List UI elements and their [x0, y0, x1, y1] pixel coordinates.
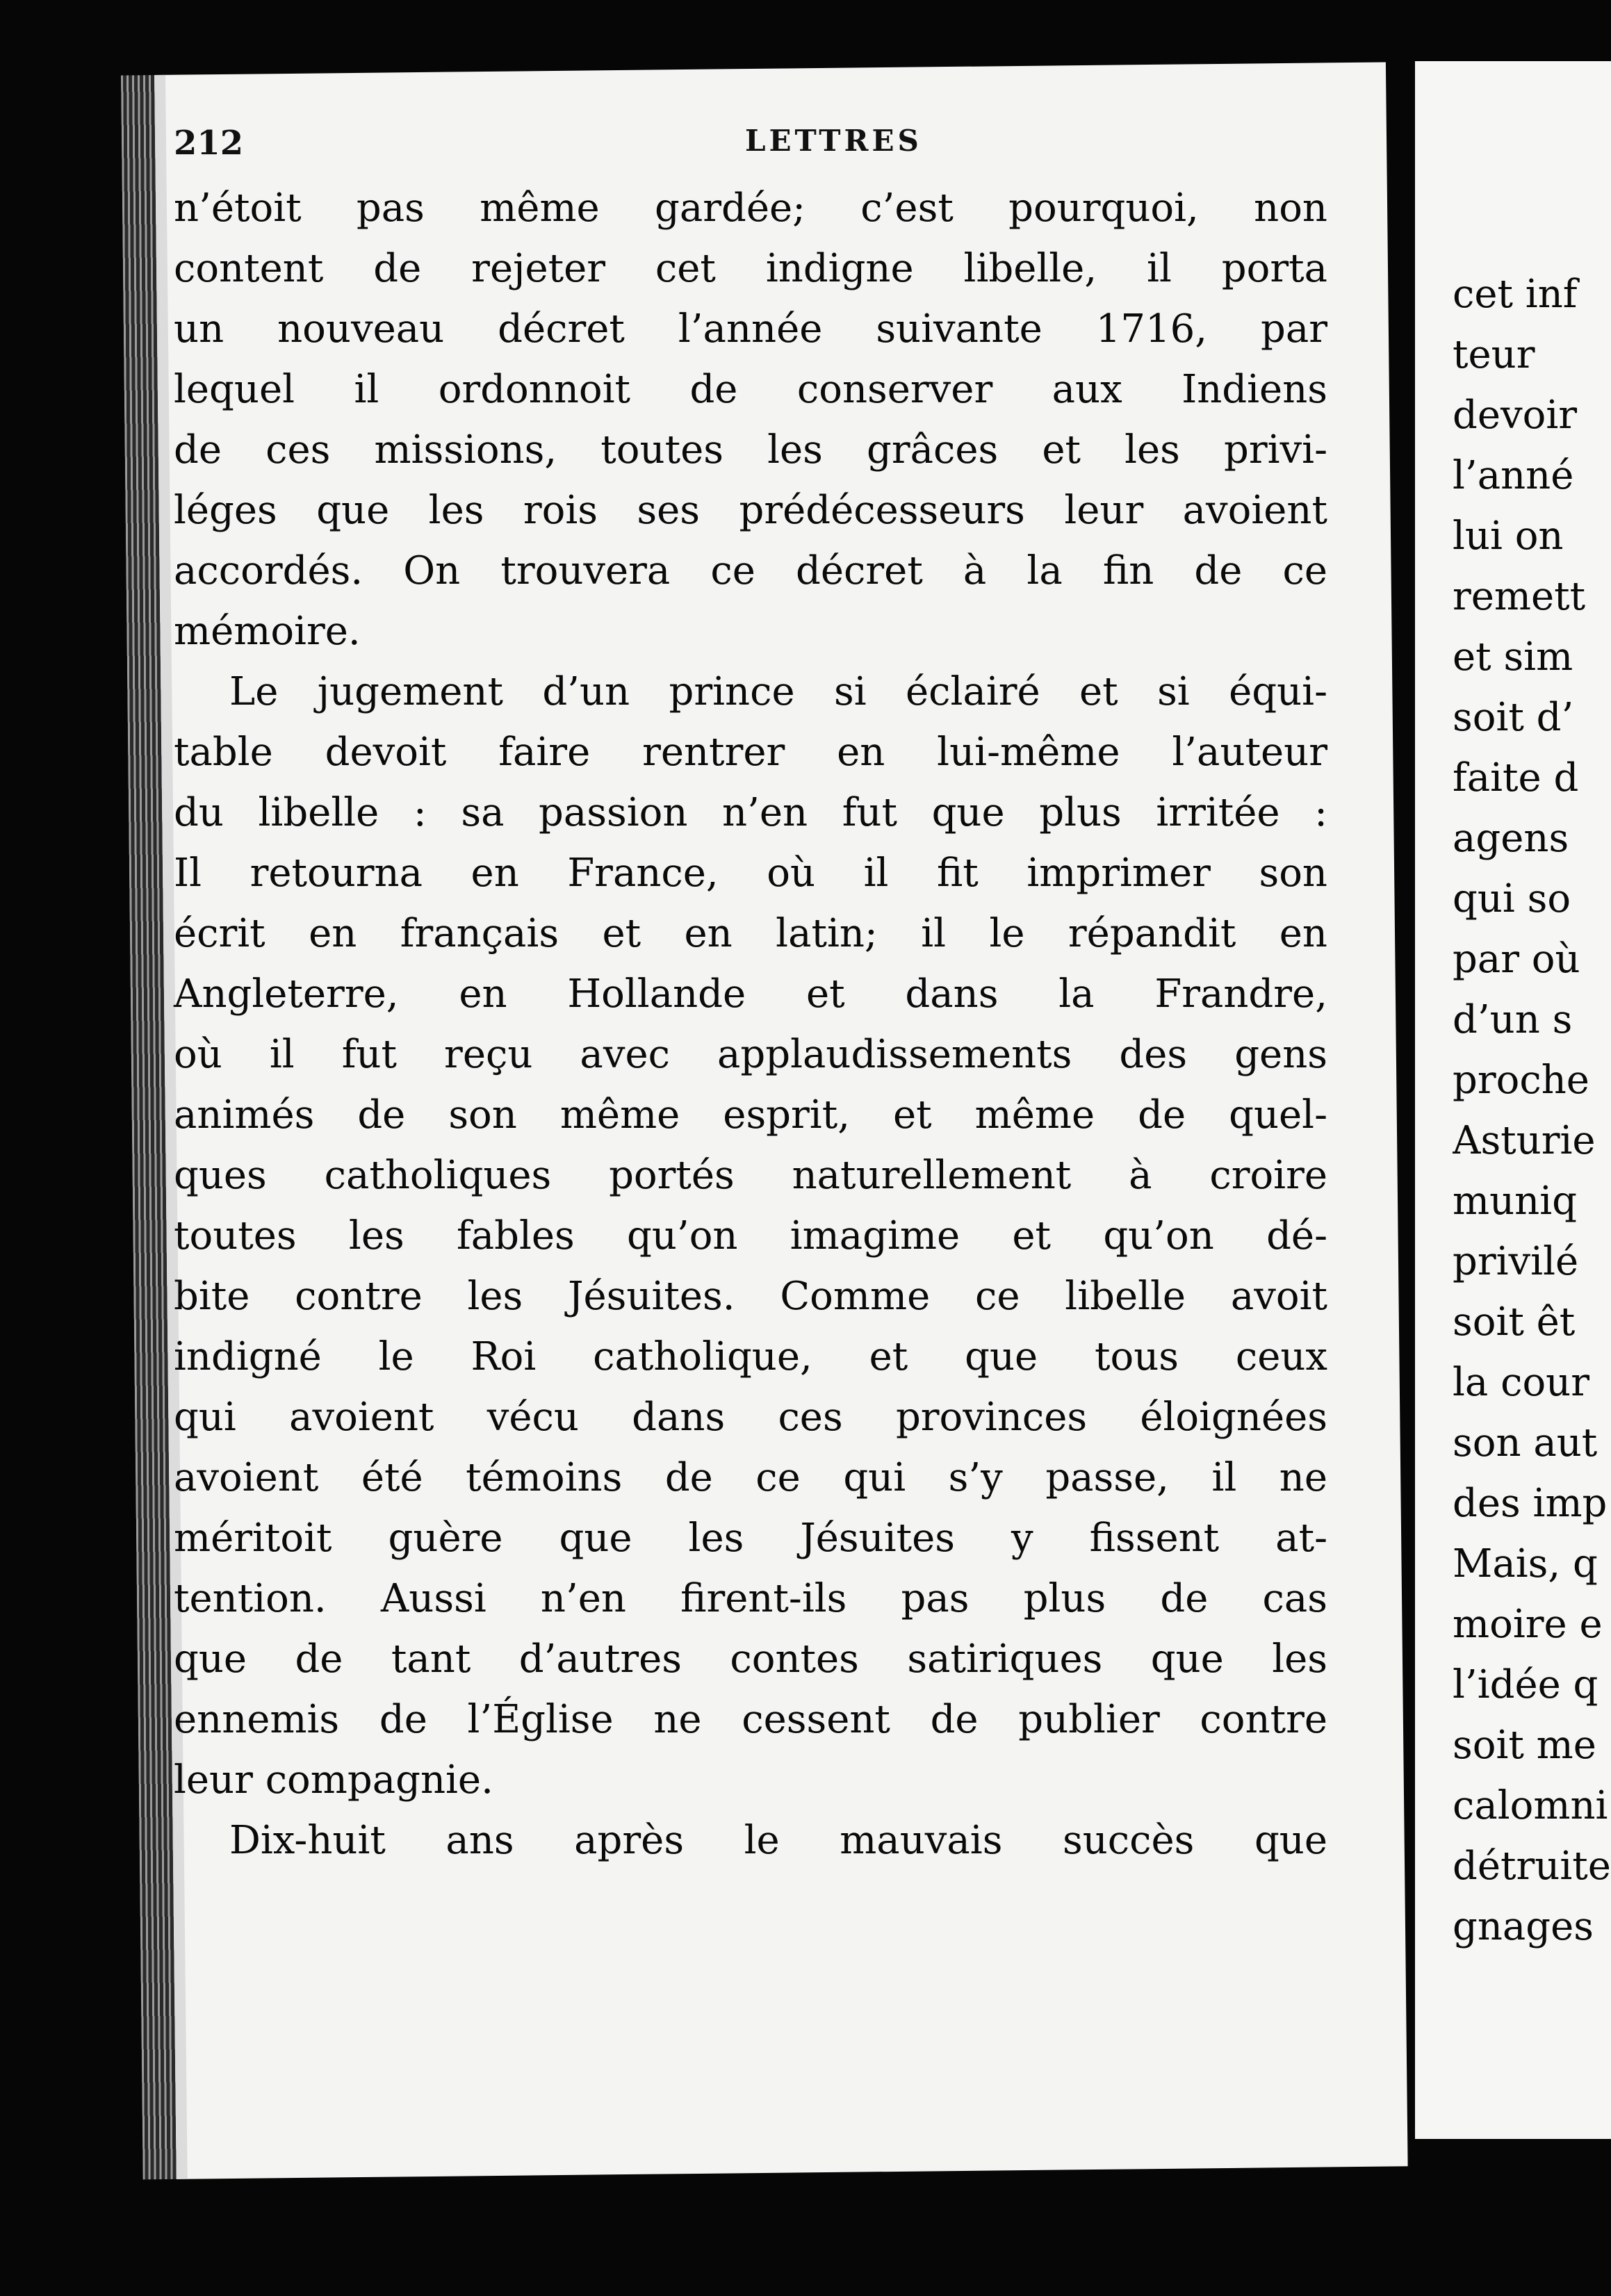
text-line: l’anné: [1453, 453, 1574, 498]
text-line: d’un s: [1453, 997, 1573, 1042]
text-line: Dix-huit ans après le mauvais succès que: [229, 1818, 1327, 1863]
text-line: qui so: [1453, 876, 1571, 921]
text-line: leur compagnie.: [174, 1757, 493, 1803]
text-line: calomni: [1453, 1783, 1608, 1828]
text-line: tention. Aussi n’en firent-ils pas plus de cas: [174, 1576, 1327, 1621]
text-line: Il retourna en France, où il fit imprimer son: [174, 851, 1327, 896]
text-line: Le jugement d’un prince si éclairé et si équi-: [229, 669, 1327, 714]
text-line: léges que les rois ses prédécesseurs leur avoient: [174, 488, 1327, 533]
text-line: mémoire.: [174, 609, 361, 654]
text-line: l’idée q: [1453, 1662, 1598, 1707]
text-line: agens: [1453, 816, 1569, 861]
text-line: Mais, q: [1453, 1541, 1598, 1586]
text-line: son aut: [1453, 1420, 1598, 1466]
text-line: accordés. On trouvera ce décret à la fin de ce: [174, 548, 1327, 593]
text-line: et sim: [1453, 634, 1573, 680]
text-line: toutes les fables qu’on imagime et qu’on dé-: [174, 1213, 1327, 1258]
text-line: soit êt: [1453, 1299, 1576, 1345]
page-number: 212: [174, 124, 244, 163]
text-line: remett: [1453, 574, 1586, 619]
text-line: du libelle : sa passion n’en fut que plus irritée :: [174, 790, 1327, 835]
text-line: moire e: [1453, 1602, 1603, 1647]
text-line: muniq: [1453, 1179, 1577, 1224]
text-line: par où: [1453, 937, 1580, 982]
text-line: soit d’: [1453, 695, 1574, 740]
text-line: que de tant d’autres contes satiriques que les: [174, 1637, 1327, 1682]
page-header: [174, 124, 1202, 172]
text-line: lequel il ordonnoit de conserver aux Indiens: [174, 367, 1327, 412]
text-line: lui on: [1453, 514, 1564, 559]
text-line: des imp: [1453, 1481, 1608, 1526]
left-page-text: [174, 178, 1327, 1871]
text-line: méritoit guère que les Jésuites y fissent at-: [174, 1516, 1327, 1561]
text-line: animés de son même esprit, et même de quel-: [174, 1092, 1327, 1138]
text-line: proche: [1453, 1058, 1589, 1103]
text-line: content de rejeter cet indigne libelle, il porta: [174, 246, 1327, 291]
text-line: ques catholiques portés naturellement à croire: [174, 1153, 1327, 1198]
text-line: n’étoit pas même gardée; c’est pourquoi, non: [174, 186, 1327, 231]
text-line: indigné le Roi catholique, et que tous ceux: [174, 1334, 1327, 1379]
text-line: détruite: [1453, 1844, 1611, 1889]
text-line: de ces missions, toutes les grâces et les privi-: [174, 427, 1327, 473]
text-line: cet inf: [1453, 272, 1578, 317]
text-line: où il fut reçu avec applaudissements des gens: [174, 1032, 1327, 1077]
text-line: écrit en français et en latin; il le répandit en: [174, 911, 1327, 956]
text-line: devoir: [1453, 393, 1578, 438]
text-line: faite d: [1453, 755, 1579, 801]
text-line: teur: [1453, 332, 1535, 377]
text-line: soit me: [1453, 1723, 1596, 1768]
text-line: Asturie: [1453, 1118, 1596, 1163]
text-line: ennemis de l’Église ne cessent de publier contre: [174, 1697, 1327, 1742]
text-line: qui avoient vécu dans ces provinces éloignées: [174, 1395, 1327, 1440]
right-page-text: [1453, 264, 1611, 1957]
text-line: gnages: [1453, 1904, 1594, 1949]
text-line: table devoit faire rentrer en lui-même l’auteur: [174, 730, 1327, 775]
text-line: un nouveau décret l’année suivante 1716, par: [174, 306, 1327, 352]
text-line: Angleterre, en Hollande et dans la Frandre,: [174, 971, 1327, 1017]
text-line: privilé: [1453, 1239, 1579, 1284]
running-title: LETTRES: [745, 124, 922, 158]
text-line: avoient été témoins de ce qui s’y passe, il ne: [174, 1455, 1327, 1500]
text-line: la cour: [1453, 1360, 1590, 1405]
text-line: bite contre les Jésuites. Comme ce libelle avoit: [174, 1274, 1327, 1319]
